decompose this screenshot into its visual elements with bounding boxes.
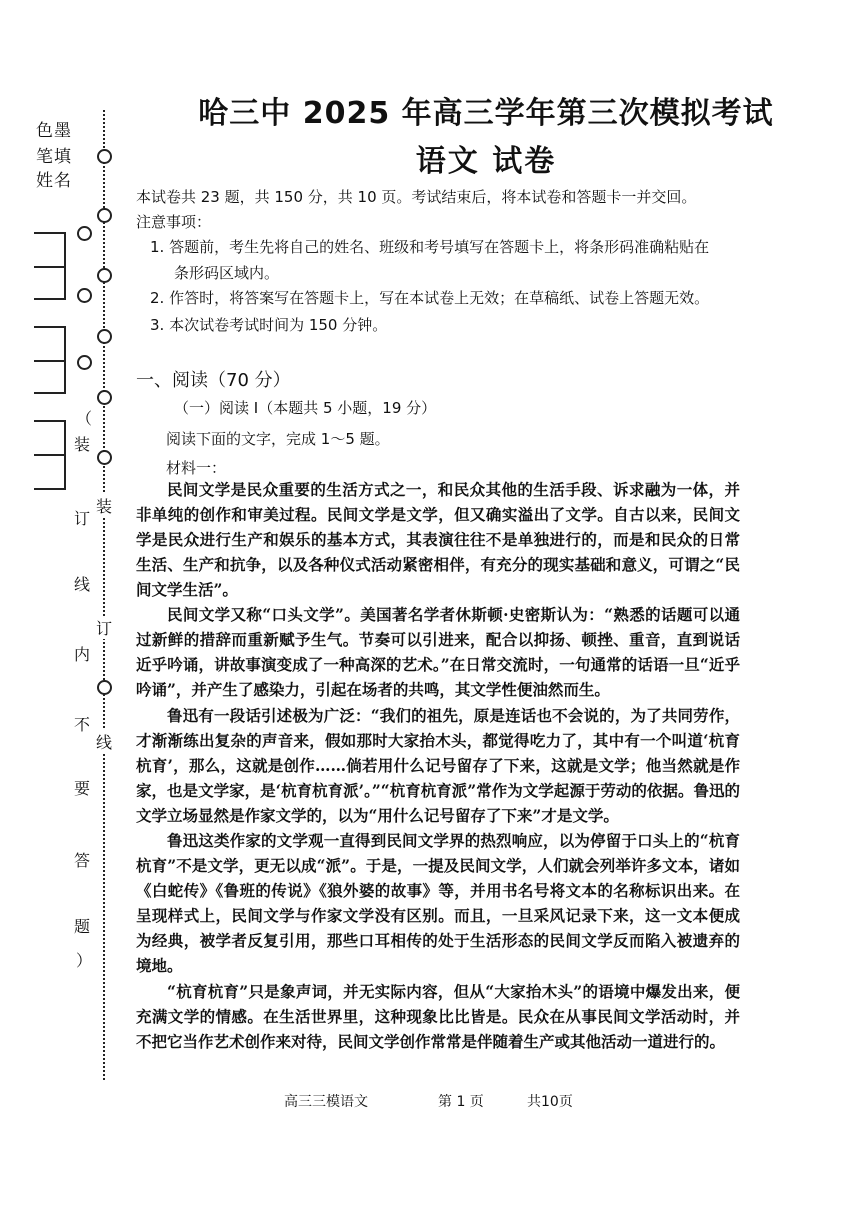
binding-char: 线 [74, 575, 91, 594]
binding-char: 题 [74, 917, 91, 936]
info-box-line [34, 232, 66, 234]
paragraph-2: 民间文学又称“口头文学”。美国著名学者休斯顿·史密斯认为：“熟悉的话题可以通过新鲜的措辞而重新赋予生气。节奏可以引进来，配合以抑扬、顿挫、重音，直到说话近乎吟诵，讲故事演变成了一种高深的艺术。”在日常交流时，一句通常的话语一旦“近乎吟诵”，并产生了感染力，引起在场者的共鸣，其文学性便油然而生。 [136, 605, 740, 699]
margin-edge-label-1: 色墨 [36, 121, 72, 141]
binding-char: ） [76, 951, 93, 970]
exam-intro: 本试卷共 23 题，共 150 分，共 10 页。考试结束后，将本试卷和答题卡一并交回。 [136, 188, 697, 206]
binding-char: 装 [74, 435, 91, 454]
sub-section-heading: （一）阅读 I（本题共 5 小题，19 分） [174, 399, 437, 417]
paragraph-3: 鲁迅有一段话引述极为广泛：“我们的祖先，原是连话也不会说的，为了共同劳作，才渐渐练出复杂的声音来，假如那时大家抬木头，都觉得吃力了，其中有一个叫道‘杭育杭育’，那么，这就是创作……倘若用什么记号留存了下来，这就是文学；他当然就是作家，也是文学家，是‘杭育杭育派’。”“杭育杭育派”常作为文学起源于劳动的依据。鲁迅的文学立场显然是作家文学的，以为“用什么记号留存了下来”才是文学。 [136, 706, 740, 825]
line-char: 线 [96, 730, 112, 753]
binding-hole-icon [97, 149, 112, 164]
notice-item-1-cont: 条形码区域内。 [174, 264, 280, 282]
margin-edge-label-2: 笔填 [36, 147, 72, 167]
binding-hole-icon [77, 288, 92, 303]
binding-char: 内 [74, 645, 91, 664]
paragraph-4: 鲁迅这类作家的文学观一直得到民间文学界的热烈响应，以为停留于口头上的“杭育杭育”不是文学，更无以成“派”。于是，一提及民间文学，人们就会列举许多文本，诸如《白蛇传》《鲁班的传说》《狼外婆的故事》等，并用书名号将文本的名称标识出来。在呈现样式上，民间文学与作家文学没有区别。而且，一旦采风记录下来，这一文本便成为经典，被学者反复引用，那些口耳相传的处于生活形态的民间文学反而陷入被遗弃的境地。 [136, 831, 740, 975]
binding-margin [0, 0, 135, 1226]
info-box-line [34, 326, 66, 328]
footer-total-pages: 共10页 [527, 1094, 573, 1110]
material-label: 材料一： [166, 459, 227, 477]
notice-label: 注意事项： [136, 213, 212, 231]
footer-page-number: 第 1 页 [438, 1094, 484, 1110]
info-box-line [34, 266, 66, 268]
exam-title: 哈三中 2025 年高三学年第三次模拟考试 [198, 96, 774, 131]
margin-edge-label-3: 姓名 [36, 171, 72, 191]
binding-hole-icon [77, 355, 92, 370]
binding-hole-icon [97, 208, 112, 223]
cut-line [103, 110, 105, 1080]
binding-hole-icon [97, 680, 112, 695]
line-char: 装 [96, 494, 112, 517]
section-heading: 一、阅读（70 分） [136, 370, 291, 391]
reading-instruction: 阅读下面的文字，完成 1～5 题。 [166, 430, 390, 448]
binding-char: 订 [74, 509, 91, 528]
info-box-line [34, 298, 66, 300]
binding-hole-icon [97, 390, 112, 405]
info-box-line [34, 392, 66, 394]
binding-char: （ [76, 409, 93, 428]
binding-hole-icon [97, 329, 112, 344]
footer-subject: 高三三模语文 [284, 1094, 368, 1110]
binding-hole-icon [77, 226, 92, 241]
paragraph-5: “杭育杭育”只是象声词，并无实际内容，但从“大家抬木头”的语境中爆发出来，便充满文学的情感。在生活世界里，这种现象比比皆是。民众在从事民间文学活动时，并不把它当作艺术创作来对待，民间文学创作常常是伴随着生产或其他活动一道进行的。 [136, 982, 740, 1051]
exam-subtitle: 语文 试卷 [415, 144, 557, 179]
binding-hole-icon [97, 268, 112, 283]
line-char: 订 [96, 616, 112, 639]
paragraph-1: 民间文学是民众重要的生活方式之一，和民众其他的生活手段、诉求融为一体，并非单纯的创作和审美过程。民间文学是文学，但又确实溢出了文学。自古以来，民间文学是民众进行生产和娱乐的基本方式，其表演往往不是单独进行的，而是和民众的日常生活、生产和抗争，以及各种仪式活动紧密相伴，有充分的现实基础和意义，可谓之“民间文学生活”。 [136, 480, 740, 599]
info-box-line [34, 488, 66, 490]
binding-char: 要 [74, 779, 91, 798]
binding-char: 答 [74, 851, 91, 870]
notice-item-1: 1. 答题前，考生先将自己的姓名、班级和考号填写在答题卡上，将条形码准确粘贴在 [150, 238, 710, 256]
notice-item-2: 2. 作答时，将答案写在答题卡上，写在本试卷上无效；在草稿纸、试卷上答题无效。 [150, 289, 710, 307]
binding-hole-icon [97, 450, 112, 465]
info-box-line [34, 420, 66, 422]
info-box-line [34, 454, 66, 456]
notice-item-3: 3. 本次试卷考试时间为 150 分钟。 [150, 316, 388, 334]
info-box-line [34, 360, 66, 362]
binding-char: 不 [74, 715, 91, 734]
